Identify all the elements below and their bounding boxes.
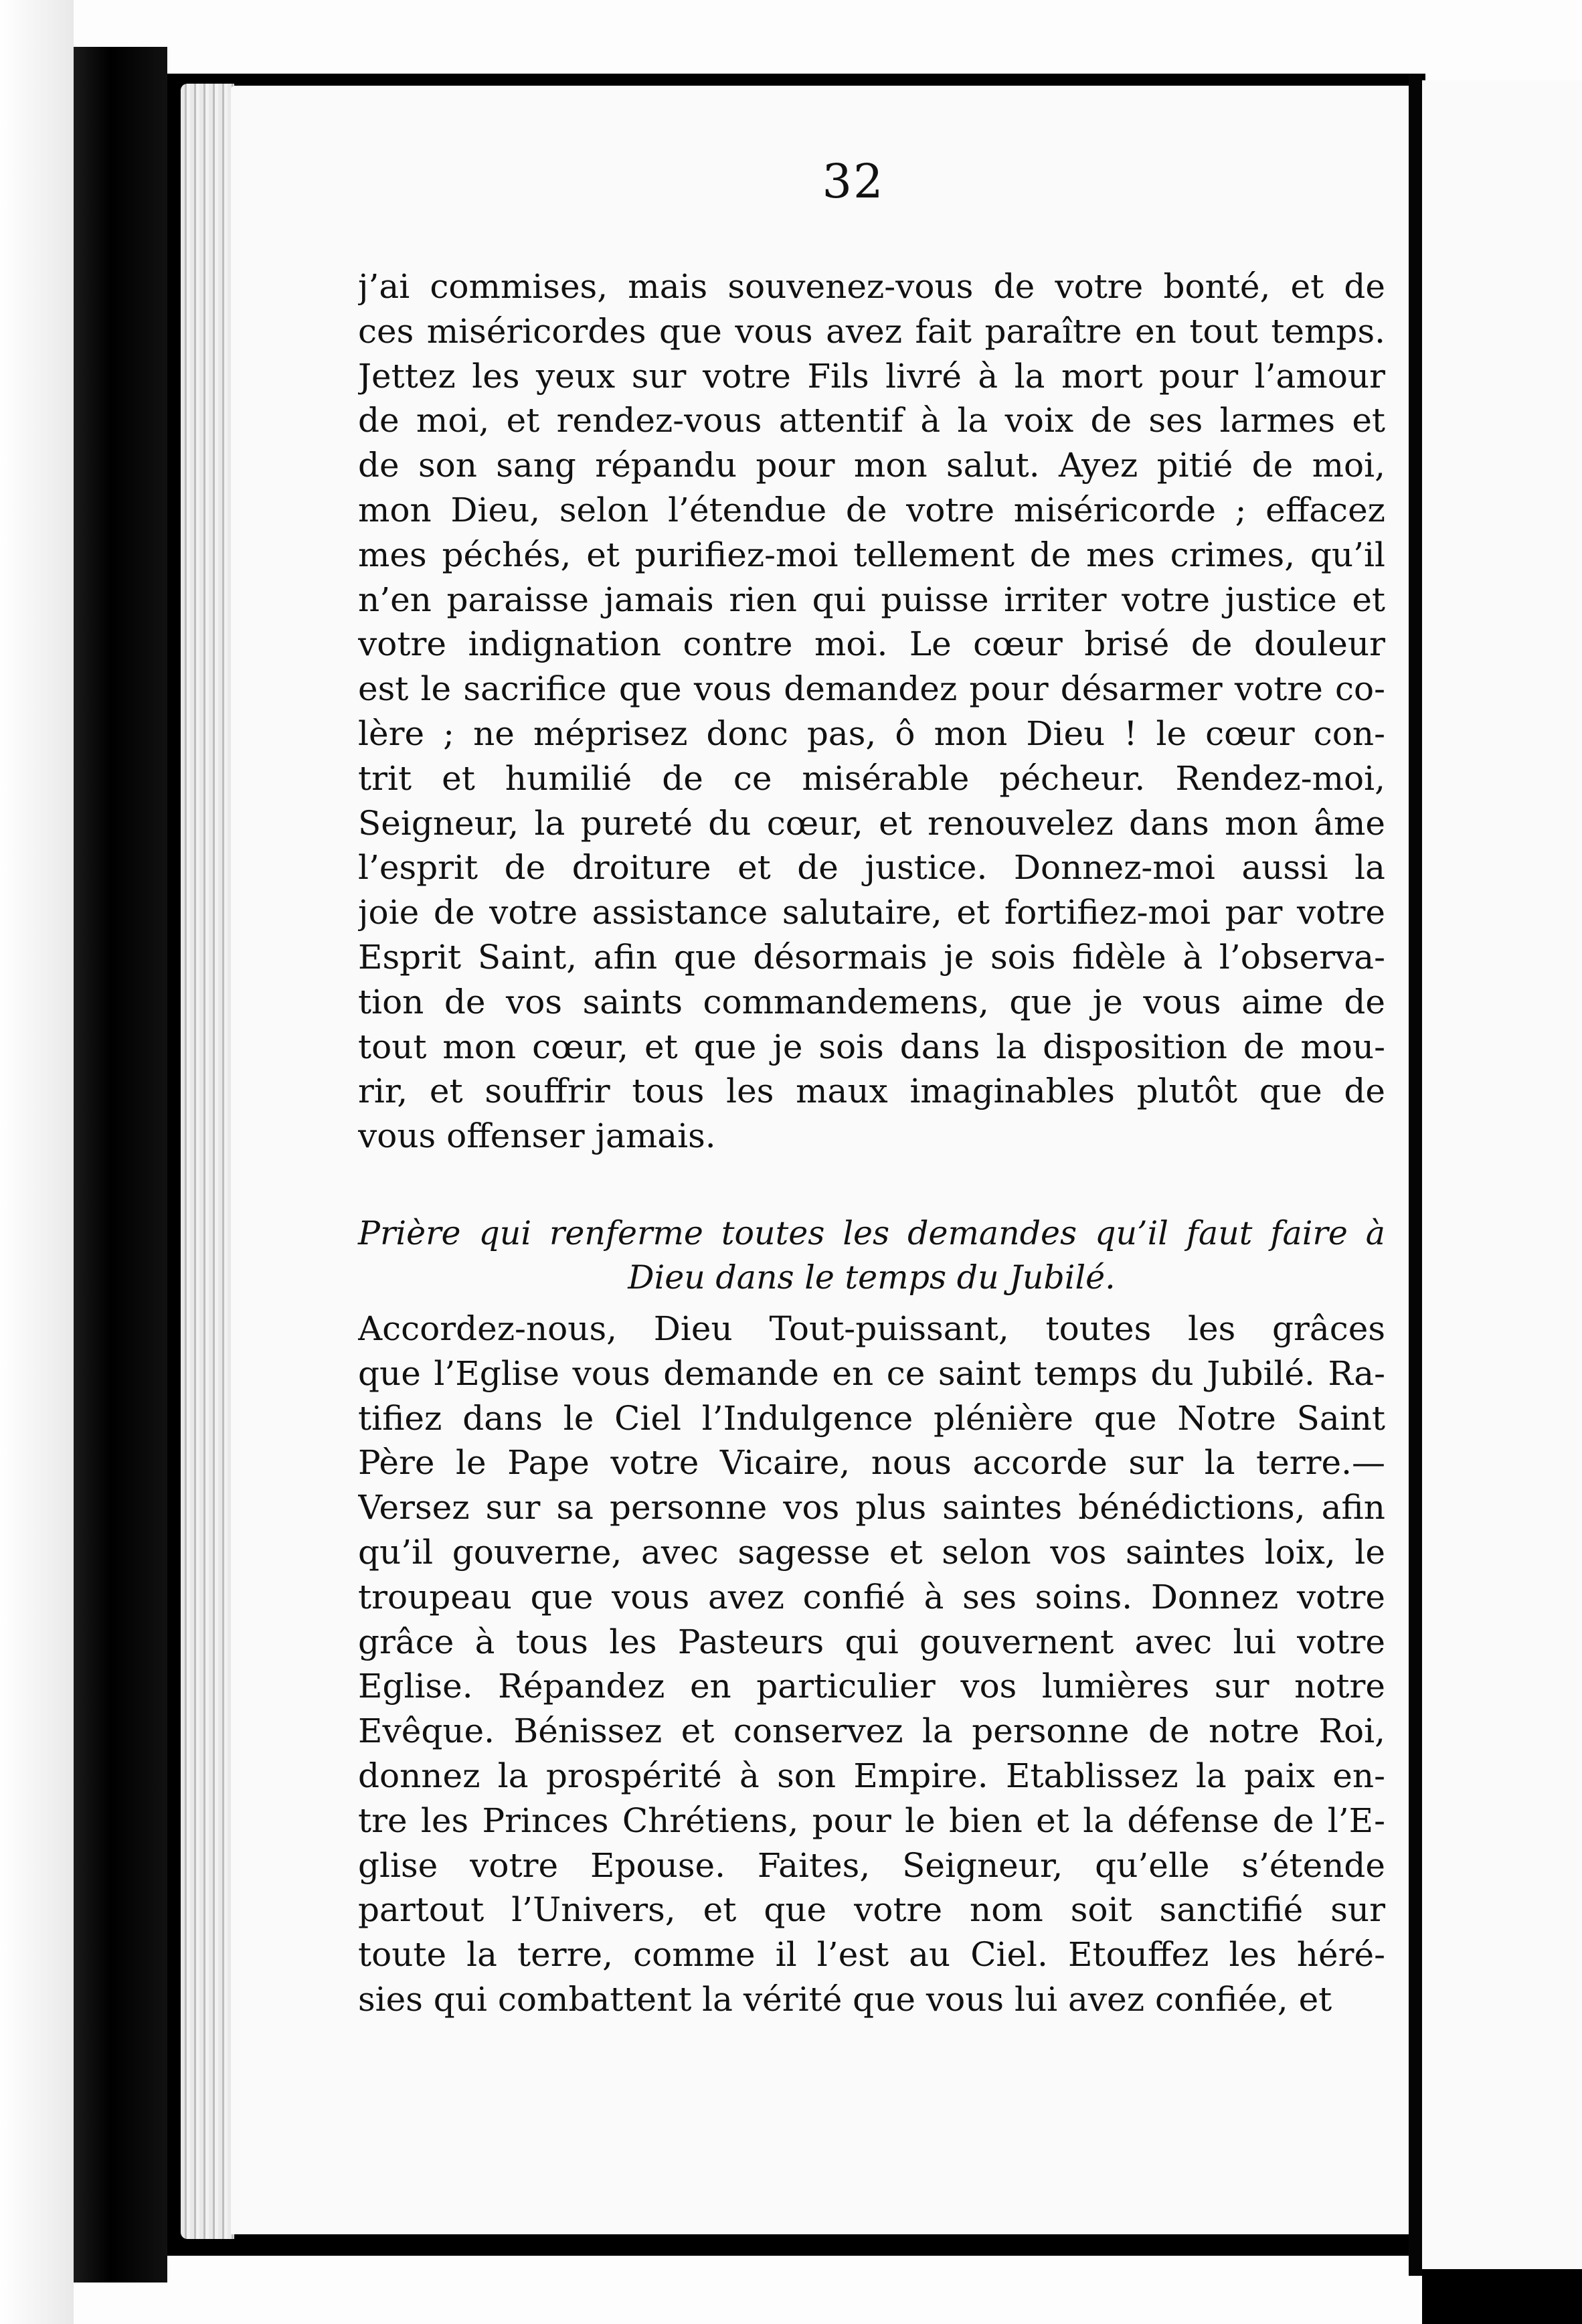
text-line: lère ; ne méprisez donc pas, ô mon Dieu ! le cœur con-	[358, 714, 1385, 753]
text-line: n’en paraisse jamais rien qui puisse irriter votre justice et	[358, 580, 1385, 619]
text-line: votre indignation contre moi. Le cœur brisé de douleur	[358, 625, 1385, 664]
text-line: joie de votre assistance salutaire, et fortifiez-moi par votre	[358, 893, 1385, 932]
text-line: Seigneur, la pureté du cœur, et renouvelez dans mon âme	[358, 803, 1385, 843]
text-line: de son sang répandu pour mon salut. Ayez pitié de moi,	[358, 446, 1385, 485]
text-line: tifiez dans le Ciel l’Indulgence plénière que Notre Saint	[358, 1398, 1385, 1438]
text-line: glise votre Epouse. Faites, Seigneur, qu’elle s’étende	[358, 1845, 1385, 1885]
paragraph-jubilee-prayer	[358, 1307, 1385, 2022]
text-line: grâce à tous les Pasteurs qui gouvernent avec lui votre	[358, 1622, 1385, 1661]
text-line: Versez sur sa personne vos plus saintes bénédictions, afin	[358, 1488, 1385, 1527]
text-line: l’esprit de droiture et de justice. Donnez-moi aussi la	[358, 848, 1385, 888]
book-gutter	[1409, 74, 1422, 2276]
prayer-heading-line: Dieu dans le temps du Jubilé.	[628, 1258, 1116, 1297]
page-number: 32	[822, 154, 885, 209]
paragraph-confession	[358, 264, 1385, 1159]
scan-margin	[0, 0, 74, 2324]
text-line: qu’il gouverne, avec sagesse et selon vos saintes loix, le	[358, 1532, 1385, 1572]
text-line: mes péchés, et purifiez-moi tellement de mes crimes, qu’il	[358, 535, 1385, 574]
text-line: tre les Princes Chrétiens, pour le bien et la défense de l’E-	[358, 1801, 1385, 1840]
text-line: est le sacrifice que vous demandez pour désarmer votre co-	[358, 669, 1385, 709]
right-page-shadow	[1422, 2269, 1582, 2324]
text-line: rir, et souffrir tous les maux imaginables plutôt que de	[358, 1072, 1385, 1111]
text-line: donnez la prospérité à son Empire. Etablissez la paix en-	[358, 1756, 1385, 1795]
book-edge	[74, 47, 167, 2282]
text-line: toute la terre, comme il l’est au Ciel. Etouffez les héré-	[358, 1935, 1385, 1975]
text-line: Eglise. Répandez en particulier vos lumières sur notre	[358, 1667, 1385, 1706]
prayer-heading-line: Prière qui renferme toutes les demandes qu’il faut faire à	[358, 1214, 1385, 1252]
text-line: Jettez les yeux sur votre Fils livré à la mort pour l’amour	[358, 356, 1385, 396]
text-line: trit et humilié de ce misérable pécheur. Rendez-moi,	[358, 758, 1385, 798]
text-line: j’ai commises, mais souvenez-vous de votre bonté, et de	[358, 267, 1385, 306]
page-edges	[181, 84, 234, 2239]
text-line: troupeau que vous avez confié à ses soins. Donnez votre	[358, 1577, 1385, 1616]
text-line: partout l’Univers, et que votre nom soit sanctifié sur	[358, 1890, 1385, 1930]
text-line: tion de vos saints commandemens, que je vous aime de	[358, 982, 1385, 1021]
text-line: ces miséricordes que vous avez fait paraître en tout temps.	[358, 311, 1385, 351]
text-line: que l’Eglise vous demande en ce saint temps du Jubilé. Ra-	[358, 1353, 1385, 1393]
text-line: Evêque. Bénissez et conservez la personne de notre Roi,	[358, 1712, 1385, 1751]
text-line: Esprit Saint, afin que désormais je sois fidèle à l’observa-	[358, 937, 1385, 977]
text-line: mon Dieu, selon l’étendue de votre miséricorde ; effacez	[358, 490, 1385, 529]
text-line: Père le Pape votre Vicaire, nous accorde sur la terre.—	[358, 1443, 1385, 1483]
right-page	[1422, 80, 1582, 2324]
text-line: de moi, et rendez-vous attentif à la voix de ses larmes et	[358, 401, 1385, 440]
text-line: Accordez-nous, Dieu Tout-puissant, toutes les grâces	[358, 1309, 1385, 1348]
text-line: sies qui combattent la vérité que vous lui avez confiée, et	[358, 1979, 1332, 2019]
text-line: tout mon cœur, et que je sois dans la disposition de mou-	[358, 1027, 1385, 1066]
prayer-heading	[358, 1212, 1385, 1300]
text-line: vous offenser jamais.	[358, 1116, 716, 1156]
